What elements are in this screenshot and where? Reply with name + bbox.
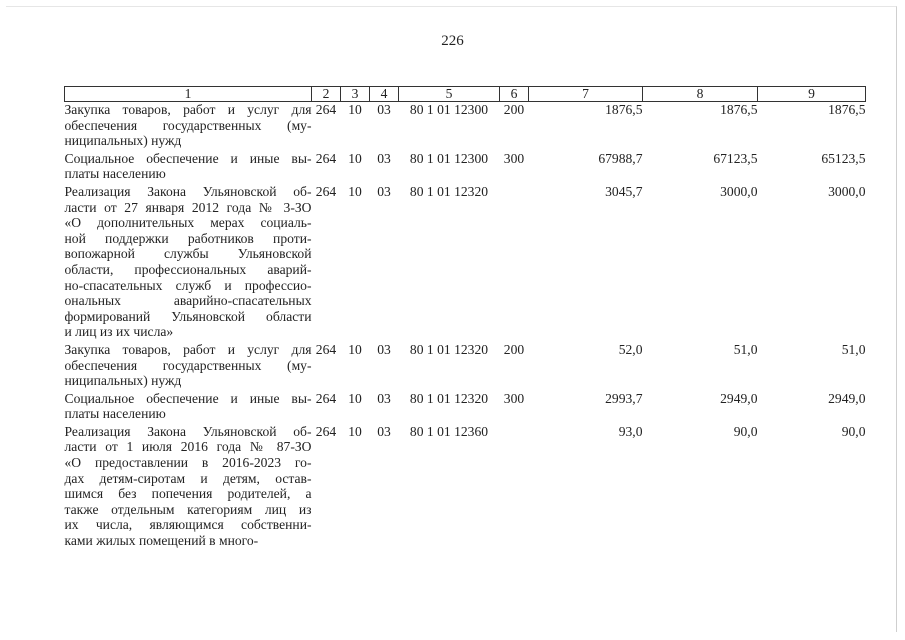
row-name-line: Закупка товаров, работ и услуг для [64, 102, 312, 117]
row-name-line: ласти от 27 января 2012 года № 3-ЗО [64, 199, 312, 215]
target-article-cell: 80 1 01 12300 [409, 102, 489, 117]
header-row [65, 87, 866, 102]
column-header: 5 [399, 87, 500, 102]
row-name-line: ной поддержки работников проти- [64, 230, 312, 246]
row-name-line: Социальное обеспечение и иные вы- [64, 390, 312, 406]
amount-cell: 2949,0 [828, 390, 866, 406]
row-name-line: но-спасательных служб и профессио- [64, 277, 312, 293]
amount-cell: 51,0 [841, 341, 866, 357]
column-header: 7 [529, 87, 643, 102]
row-name-line: формирований Ульяновской области [64, 308, 312, 324]
row-name-cell [65, 424, 312, 551]
expense-type-cell: 200 [503, 102, 525, 117]
amount-cell: 90,0 [733, 423, 758, 439]
amount-cell: 3000,0 [828, 183, 866, 199]
amount-cell: 90,0 [841, 423, 866, 439]
subsection-cell: 03 [377, 183, 391, 199]
amount-cell: 67123,5 [713, 150, 758, 166]
expense-type-cell: 300 [503, 150, 525, 166]
table-row [65, 424, 866, 551]
row-name-cell [65, 184, 312, 342]
section-cell: 10 [348, 341, 362, 357]
subsection-cell: 03 [377, 102, 391, 117]
subsection-cell: 03 [377, 423, 391, 439]
row-name-line: Реализация Закона Ульяновской об- [64, 423, 312, 439]
target-article-cell: 80 1 01 12320 [409, 183, 489, 199]
column-header: 3 [341, 87, 370, 102]
row-name-line: обеспечения государственных (му- [64, 357, 312, 373]
table-row [65, 151, 866, 184]
amount-cell: 65123,5 [821, 150, 866, 166]
row-name-line: Социальное обеспечение и иные вы- [64, 150, 312, 166]
target-article-cell: 80 1 01 12300 [409, 150, 489, 166]
table-row [65, 342, 866, 391]
row-name-line: платы населению [64, 406, 166, 422]
row-name-line: дах детям-сиротам и детям, остав- [64, 470, 312, 486]
row-name-line: вопожарной службы Ульяновской [64, 246, 312, 262]
column-header: 1 [65, 87, 312, 102]
target-article-cell: 80 1 01 12320 [409, 341, 489, 357]
row-name-line: ласти от 1 июля 2016 года № 87-ЗО [64, 439, 312, 455]
row-name-line: и лиц из их числа» [64, 324, 174, 340]
row-name-cell [65, 102, 312, 151]
section-cell: 10 [348, 102, 362, 117]
expense-type-cell: 300 [503, 390, 525, 406]
row-name-line: области, профессиональных аварий- [64, 261, 312, 277]
code-cell: 264 [315, 150, 337, 166]
section-cell: 10 [348, 150, 362, 166]
row-name-line: ональных аварийно-спасательных [64, 293, 312, 309]
amount-cell: 1876,5 [605, 102, 643, 117]
column-header: 4 [370, 87, 399, 102]
amount-cell: 2993,7 [605, 390, 643, 406]
row-name-line: также отдельным категориям лиц из [64, 501, 312, 517]
code-cell: 264 [315, 341, 337, 357]
row-name-line: шимся без попечения родителей, а [64, 486, 312, 502]
section-cell: 10 [348, 423, 362, 439]
target-article-cell: 80 1 01 12360 [409, 423, 489, 439]
section-cell: 10 [348, 390, 362, 406]
row-name-line: Закупка товаров, работ и услуг для [64, 341, 312, 357]
row-name-line: обеспечения государственных (му- [64, 117, 312, 133]
column-header: 8 [643, 87, 758, 102]
column-header: 6 [500, 87, 529, 102]
code-cell: 264 [315, 183, 337, 199]
page-number: 226 [441, 33, 464, 49]
row-name-line: ками жилых помещений в много- [64, 533, 259, 549]
amount-cell: 3000,0 [720, 183, 758, 199]
table-row [65, 184, 866, 342]
row-name-line: их числа, являющимся собственни- [64, 517, 312, 533]
amount-cell: 93,0 [618, 423, 643, 439]
row-name-line: «О дополнительных мерах социаль- [64, 215, 312, 231]
row-name-cell [65, 342, 312, 391]
column-header: 9 [758, 87, 866, 102]
amount-cell: 67988,7 [598, 150, 643, 166]
row-name-line: платы населению [64, 166, 166, 182]
subsection-cell: 03 [377, 150, 391, 166]
code-cell: 264 [315, 390, 337, 406]
amount-cell: 2949,0 [720, 390, 758, 406]
subsection-cell: 03 [377, 341, 391, 357]
row-name-line: Реализация Закона Ульяновской об- [64, 183, 312, 199]
expense-type-cell: 200 [503, 341, 525, 357]
amount-cell: 51,0 [733, 341, 758, 357]
amount-cell: 1876,5 [828, 102, 866, 117]
expense-type-cell [500, 184, 529, 342]
row-name-cell [65, 151, 312, 184]
code-cell: 264 [315, 423, 337, 439]
code-cell: 264 [315, 102, 337, 117]
amount-cell: 52,0 [618, 341, 643, 357]
row-name-line: «О предоставлении в 2016-2023 го- [64, 455, 312, 471]
target-article-cell: 80 1 01 12320 [409, 390, 489, 406]
table-row [65, 102, 866, 151]
section-cell: 10 [348, 183, 362, 199]
table-row [65, 391, 866, 424]
row-name-line: ниципальных) нужд [64, 373, 182, 389]
column-header: 2 [312, 87, 341, 102]
row-name-line: ниципальных) нужд [64, 133, 182, 149]
row-name-cell [65, 391, 312, 424]
expense-type-cell [500, 424, 529, 551]
amount-cell: 3045,7 [605, 183, 643, 199]
amount-cell: 1876,5 [720, 102, 758, 117]
subsection-cell: 03 [377, 390, 391, 406]
budget-table [64, 86, 866, 551]
